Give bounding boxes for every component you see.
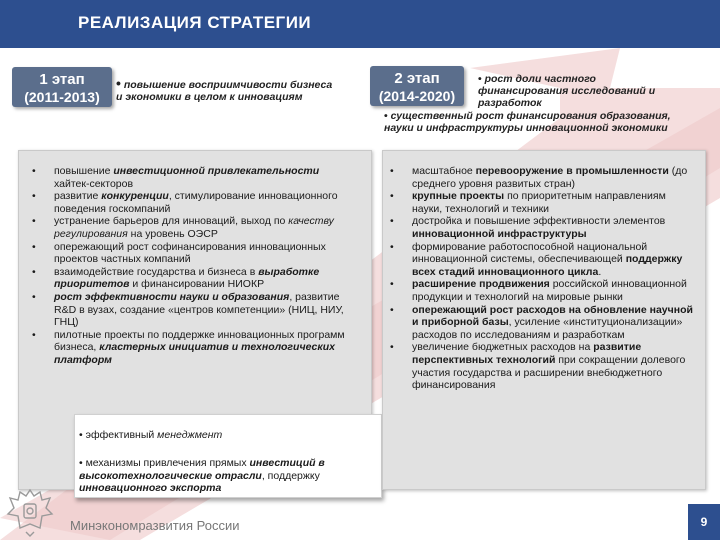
stage1-badge: [12, 67, 112, 107]
text-run: устранение барьеров для инноваций, выход по: [54, 215, 289, 228]
stage2-badge: [370, 66, 464, 106]
text-run: рост эффективности науки и образования: [54, 290, 290, 303]
coat-of-arms-icon: [4, 484, 56, 538]
text-run: конкуренции: [101, 190, 169, 203]
bullet-icon: •: [390, 190, 394, 203]
stage2-goal-2: • существенный рост финансирования образования, науки и инфраструктуры инновационной экономики: [384, 110, 671, 134]
list-item: [32, 165, 354, 190]
list-item: [390, 241, 696, 279]
bullet-icon: •: [390, 215, 394, 228]
stage1-goal: • повышение восприимчивости бизнеса и экономики в целом к инновациям: [116, 75, 333, 103]
text-run: .: [598, 265, 602, 278]
list-item: [390, 190, 696, 215]
list-item: [32, 190, 354, 215]
text-run: формирование работоспособной национальной инновационной системы, обеспечивающей: [412, 240, 648, 266]
list-item: [390, 215, 696, 240]
stage1-name: 1 этап: [39, 71, 85, 88]
list-item: [32, 241, 354, 266]
text-run: хайтек-секторов: [54, 177, 134, 190]
text-run: по приоритетным направлениям науки, технологий и техники: [412, 190, 666, 215]
list-item: [390, 278, 696, 303]
stage1-goal-text: повышение восприимчивости бизнеса и экономики в целом к инновациям: [116, 79, 333, 103]
box-line-investment: [79, 457, 375, 495]
text-run: инвестиций в высокотехнологические отрасли: [79, 457, 325, 482]
list-item: [390, 165, 696, 190]
text-run: на уровень ОЭСР: [127, 227, 218, 240]
text-run: взаимодействие государства и бизнеса в: [54, 265, 259, 278]
bullet-icon: •: [390, 240, 394, 253]
bullet-icon: •: [32, 265, 36, 278]
stage1-inner-box: [74, 414, 382, 498]
stage1-years: (2011-2013): [24, 89, 100, 105]
text-run: выработке приоритетов: [54, 265, 320, 291]
stage2-years: (2014-2020): [378, 88, 456, 104]
list-item: [32, 291, 354, 329]
bullet-icon: •: [390, 341, 394, 354]
bullet-icon: •: [390, 165, 394, 177]
bullet-icon: •: [32, 240, 36, 253]
list-item: [32, 329, 354, 367]
bullet-icon: •: [390, 278, 394, 291]
text-run: инновационного экспорта: [79, 482, 222, 495]
stage2-name: 2 этап: [394, 70, 440, 87]
text-run: • механизмы привлечения прямых: [79, 457, 250, 469]
text-run: кластерных инициатив и технологических платформ: [54, 341, 335, 366]
stage2-goal-1: • рост доли частного финансирования исследований и разработок: [478, 73, 656, 109]
text-run: увеличение бюджетных расходов на: [412, 341, 594, 354]
text-run: • эффективный: [79, 429, 158, 441]
bullet-icon: •: [32, 215, 36, 228]
text-run: достройка и повышение эффективности элементов: [412, 215, 666, 228]
text-run: пилотные проекты по поддержке инновационных программ бизнеса,: [54, 328, 345, 354]
text-run: перевооружение в промышленности: [475, 165, 669, 177]
text-run: и финансировании НИОКР: [129, 278, 265, 291]
stage2-goal1-text: рост доли частного финансирования исследований и разработок: [478, 73, 656, 109]
page-number: 9: [688, 504, 720, 540]
text-run: крупные проекты: [412, 190, 505, 203]
bullet-icon: •: [32, 165, 36, 177]
stage1-list: [32, 165, 354, 367]
header-bar: [0, 0, 720, 48]
text-run: повышение: [54, 165, 114, 177]
text-run: качеству регулирования: [54, 215, 334, 240]
bullet-icon: •: [390, 303, 394, 316]
ministry-name: Минэкономразвития России: [70, 518, 240, 533]
page-title: РЕАЛИЗАЦИЯ СТРАТЕГИИ: [78, 13, 312, 32]
text-run: опережающий рост софинансирования инновационных проектов частных компаний: [54, 240, 326, 266]
text-run: российской инновационной продукции и технологий на мировые рынки: [412, 278, 687, 303]
list-item: [390, 341, 696, 391]
text-run: развитие перспективных технологий: [412, 341, 642, 366]
text-run: развитие: [54, 190, 102, 203]
list-item: [32, 266, 354, 291]
text-run: , стимулирование инновационного поведения госкомпаний: [54, 190, 338, 215]
text-run: , поддержку: [261, 469, 320, 482]
stage2-list: [390, 165, 696, 392]
text-run: , усиление «институционализации» расходов по исследованиям и разработкам: [412, 316, 683, 341]
list-item: [32, 215, 354, 240]
stage2-goal2-text: существенный рост финансирования образования, науки и инфраструктуры инновационной экономики: [384, 110, 671, 134]
text-run: при сокращении долевого участия государства и расширении внебюджетного финансирования: [412, 353, 686, 392]
text-run: , развитие R&D в вузах, создание «центров компетенции» (НИЦ, НИУ, ГНЦ): [54, 290, 344, 329]
text-run: инновационной инфраструктуры: [412, 227, 587, 240]
text-run: расширение продвижения: [412, 278, 550, 291]
text-run: инвестиционной привлекательности: [113, 165, 320, 177]
bullet-icon: •: [32, 328, 36, 341]
text-run: (до среднего уровня развитых стран): [412, 165, 688, 190]
bullet-icon: •: [32, 190, 36, 203]
bullet-icon: •: [32, 290, 36, 303]
text-run: масштабное: [412, 165, 476, 177]
text-run: поддержку всех стадий инновационного цикла: [412, 253, 683, 278]
box-line-management: [79, 429, 369, 442]
text-run: менеджмент: [157, 429, 223, 441]
list-item: [390, 304, 696, 342]
text-run: опережающий рост расходов на обновление научной и приборной базы: [412, 303, 693, 329]
